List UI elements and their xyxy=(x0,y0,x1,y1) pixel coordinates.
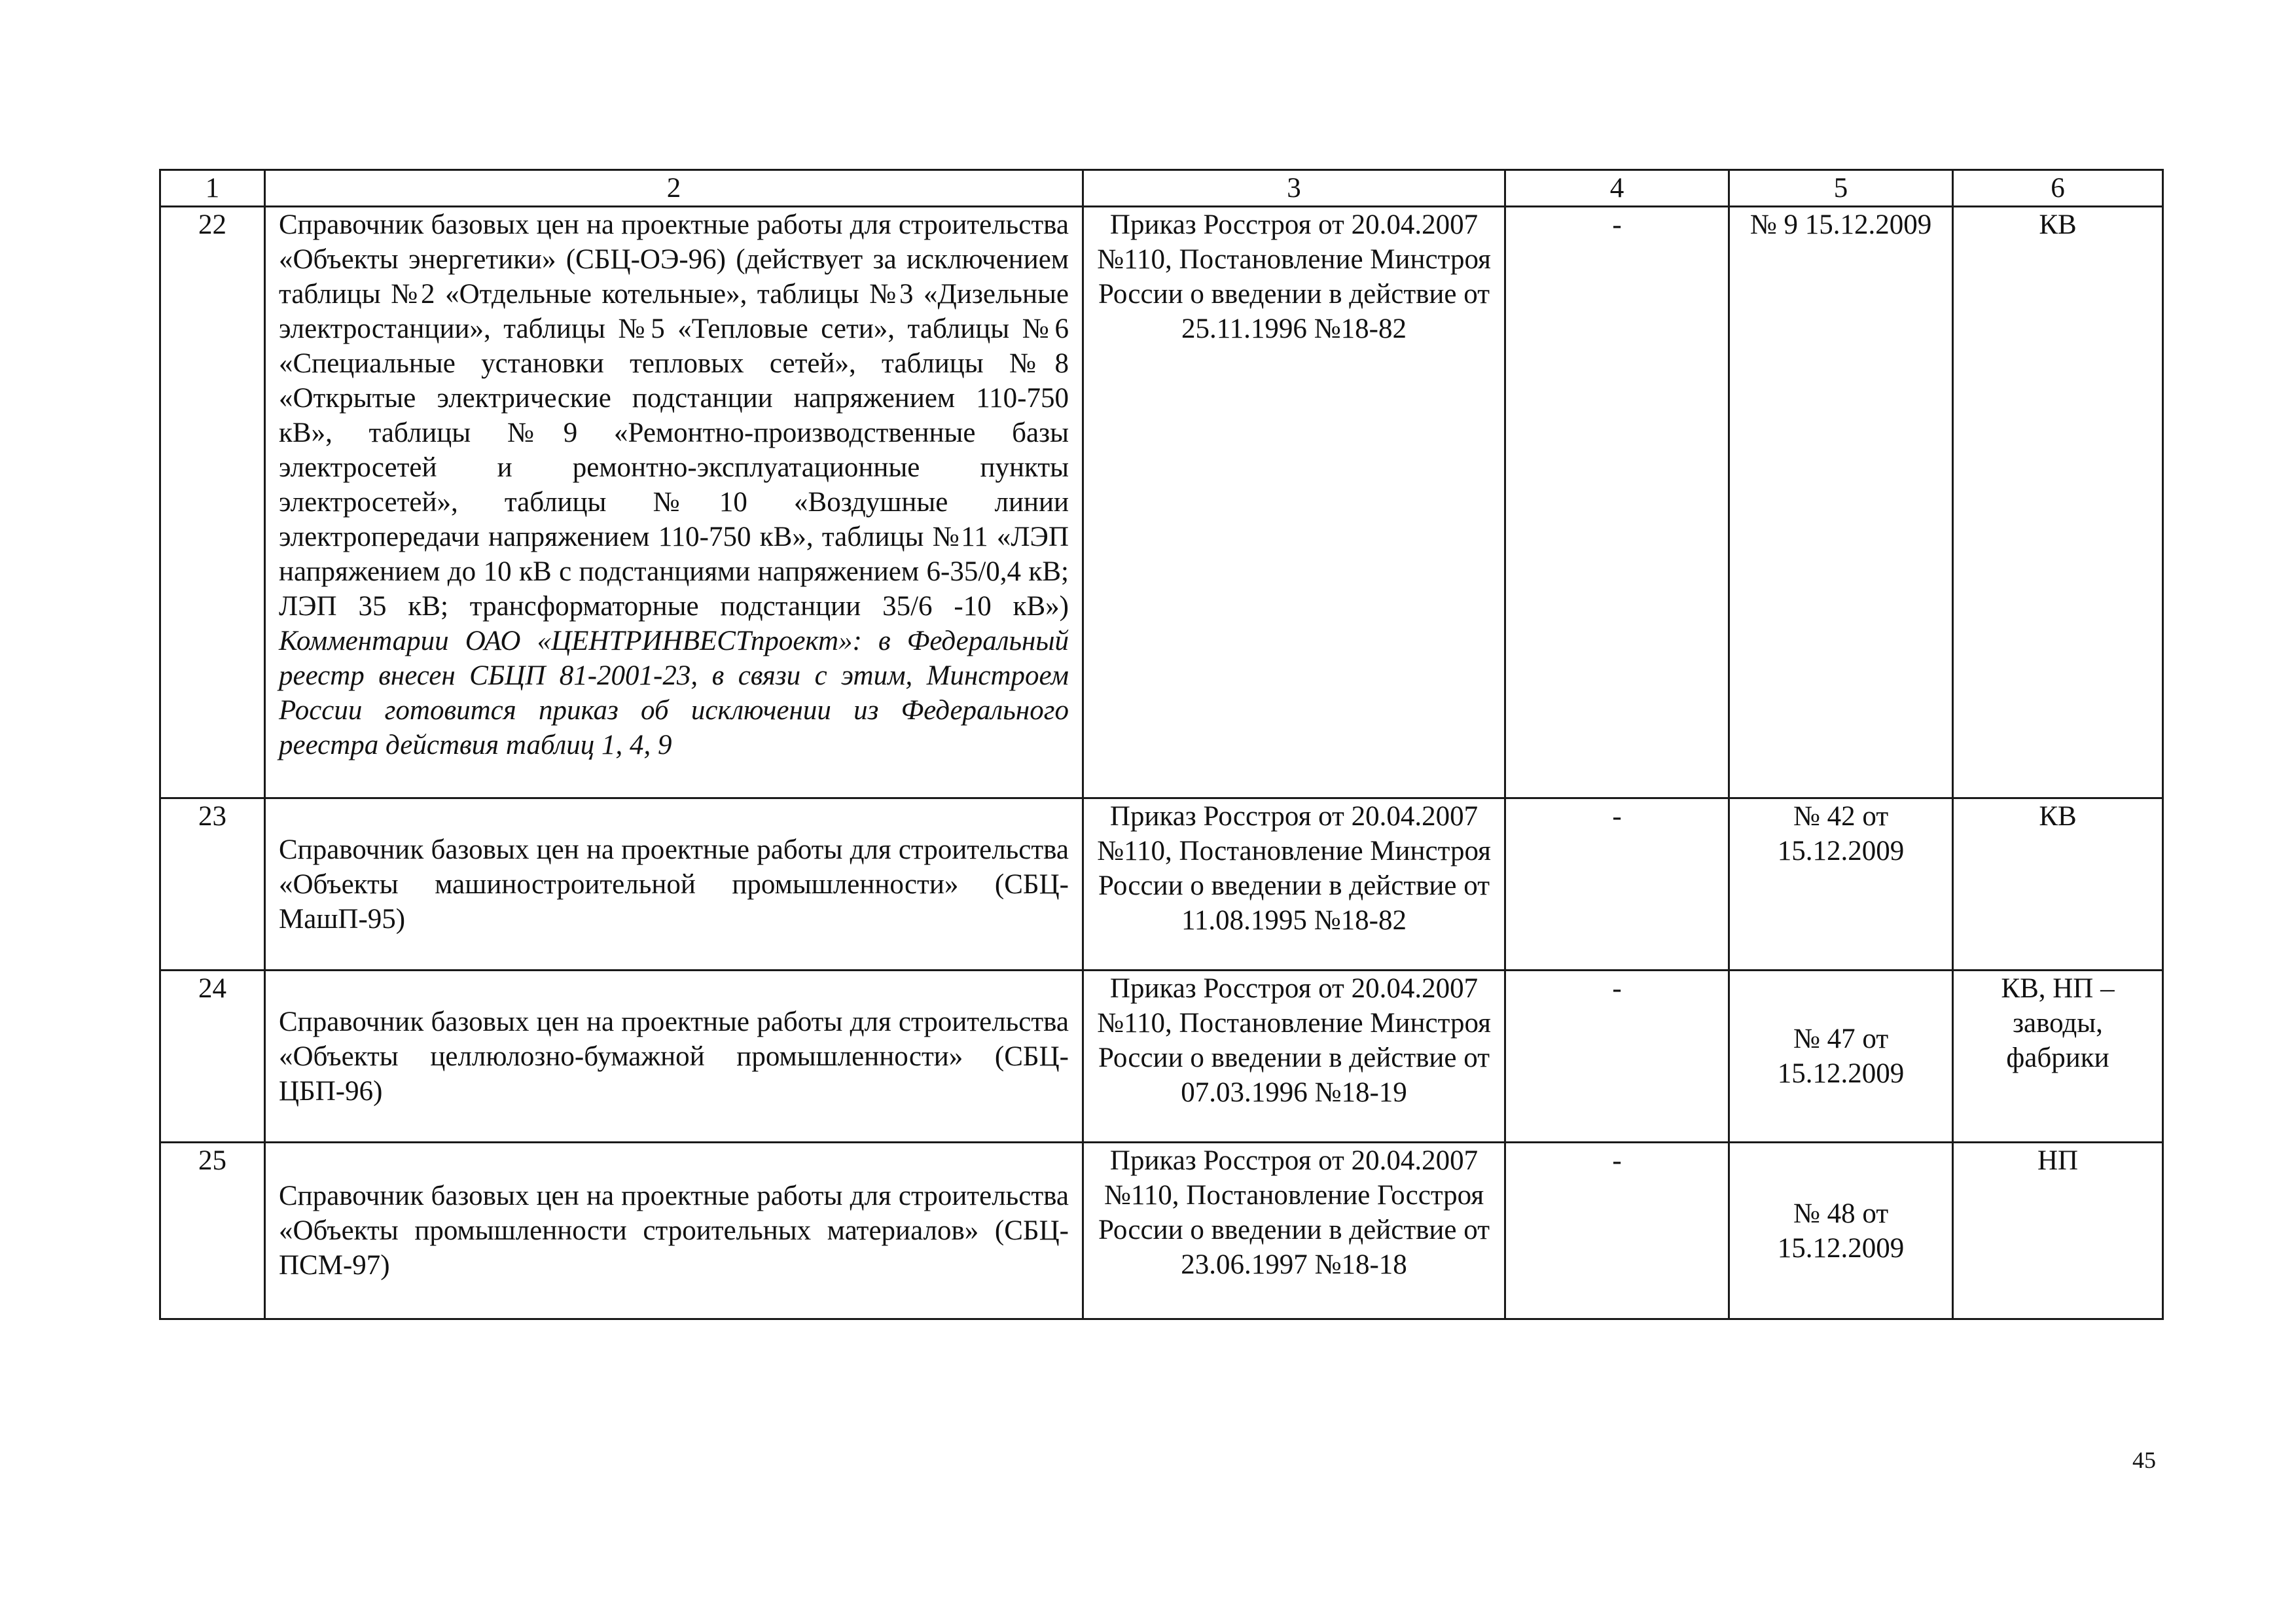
approval-order: Приказ Росстроя от 20.04.2007 №110, Постановление Госстроя России о введении в действие от 23.06.1997 №18-18 xyxy=(1083,1143,1505,1319)
row-number: 23 xyxy=(160,798,265,971)
header-col-2: 2 xyxy=(265,170,1083,207)
column-4-value: - xyxy=(1505,798,1729,971)
table-row xyxy=(160,1143,2163,1319)
registry-number: № 42 от 15.12.2009 xyxy=(1729,798,1953,971)
table-row xyxy=(160,971,2163,1143)
document-name: Справочник базовых цен на проектные работы для строительства «Объекты машиностроительной промышленности» (СБЦ-МашП-95) xyxy=(265,798,1083,971)
column-6-value: КВ xyxy=(1953,207,2163,798)
document-name xyxy=(265,207,1083,798)
row-number: 25 xyxy=(160,1143,265,1319)
column-4-value: - xyxy=(1505,1143,1729,1319)
document-title: Справочник базовых цен на проектные работы для строительства «Объекты энергетики» (СБЦ-ОЭ-96) (действует за исключением таблицы №2 «Отдельные котельные», таблицы №3 «Дизельные электростанции», таблицы №5 «Тепловые сети», таблицы №6 «Специальные установки тепловых сетей», таблицы №8 «Открытые электрические подстанции напряжением 110-750 кВ», таблицы №9 «Ремонтно-производственные базы электросетей и ремонтно-эксплуатационные пункты электросетей», таблицы №10 «Воздушные линии электропередачи напряжением 110-750 кВ», таблицы №11 «ЛЭП напряжением до 10 кВ с подстанциями напряжением 6-35/0,4 кВ; ЛЭП 35 кВ; трансформаторные подстанции 35/6 -10 кВ») xyxy=(279,209,1069,622)
table-row xyxy=(160,798,2163,971)
page-number: 45 xyxy=(2132,1447,2156,1473)
column-4-value: - xyxy=(1505,207,1729,798)
table-row xyxy=(160,207,2163,798)
document-name: Справочник базовых цен на проектные работы для строительства «Объекты целлюлозно-бумажной промышленности» (СБЦ-ЦБП-96) xyxy=(265,971,1083,1143)
header-col-1: 1 xyxy=(160,170,265,207)
row-number: 24 xyxy=(160,971,265,1143)
row-number: 22 xyxy=(160,207,265,798)
header-row xyxy=(160,170,2163,207)
header-col-5: 5 xyxy=(1729,170,1953,207)
column-6-value: КВ, НП – заводы, фабрики xyxy=(1953,971,2163,1143)
approval-order: Приказ Росстроя от 20.04.2007 №110, Постановление Минстроя России о введении в действие от 25.11.1996 №18-82 xyxy=(1083,207,1505,798)
approval-order: Приказ Росстроя от 20.04.2007 №110, Постановление Минстроя России о введении в действие от 07.03.1996 №18-19 xyxy=(1083,971,1505,1143)
header-col-3: 3 xyxy=(1083,170,1505,207)
document-name: Справочник базовых цен на проектные работы для строительства «Объекты промышленности строительных материалов» (СБЦ-ПСМ-97) xyxy=(265,1143,1083,1319)
header-col-6: 6 xyxy=(1953,170,2163,207)
column-6-value: НП xyxy=(1953,1143,2163,1319)
document-comment: Комментарии ОАО «ЦЕНТРИНВЕСТпроект»: в Федеральный реестр внесен СБЦП 81-2001-23, в связи с этим, Минстроем России готовится приказ об исключении из Федерального реестра действия таблиц 1, 4, 9 xyxy=(279,626,1069,760)
column-4-value: - xyxy=(1505,971,1729,1143)
reference-table xyxy=(159,169,2164,1320)
approval-order: Приказ Росстроя от 20.04.2007 №110, Постановление Минстроя России о введении в действие от 11.08.1995 №18-82 xyxy=(1083,798,1505,971)
header-col-4: 4 xyxy=(1505,170,1729,207)
registry-number: № 48 от 15.12.2009 xyxy=(1729,1143,1953,1319)
column-6-value: КВ xyxy=(1953,798,2163,971)
registry-number: № 9 15.12.2009 xyxy=(1729,207,1953,798)
registry-number: № 47 от 15.12.2009 xyxy=(1729,971,1953,1143)
